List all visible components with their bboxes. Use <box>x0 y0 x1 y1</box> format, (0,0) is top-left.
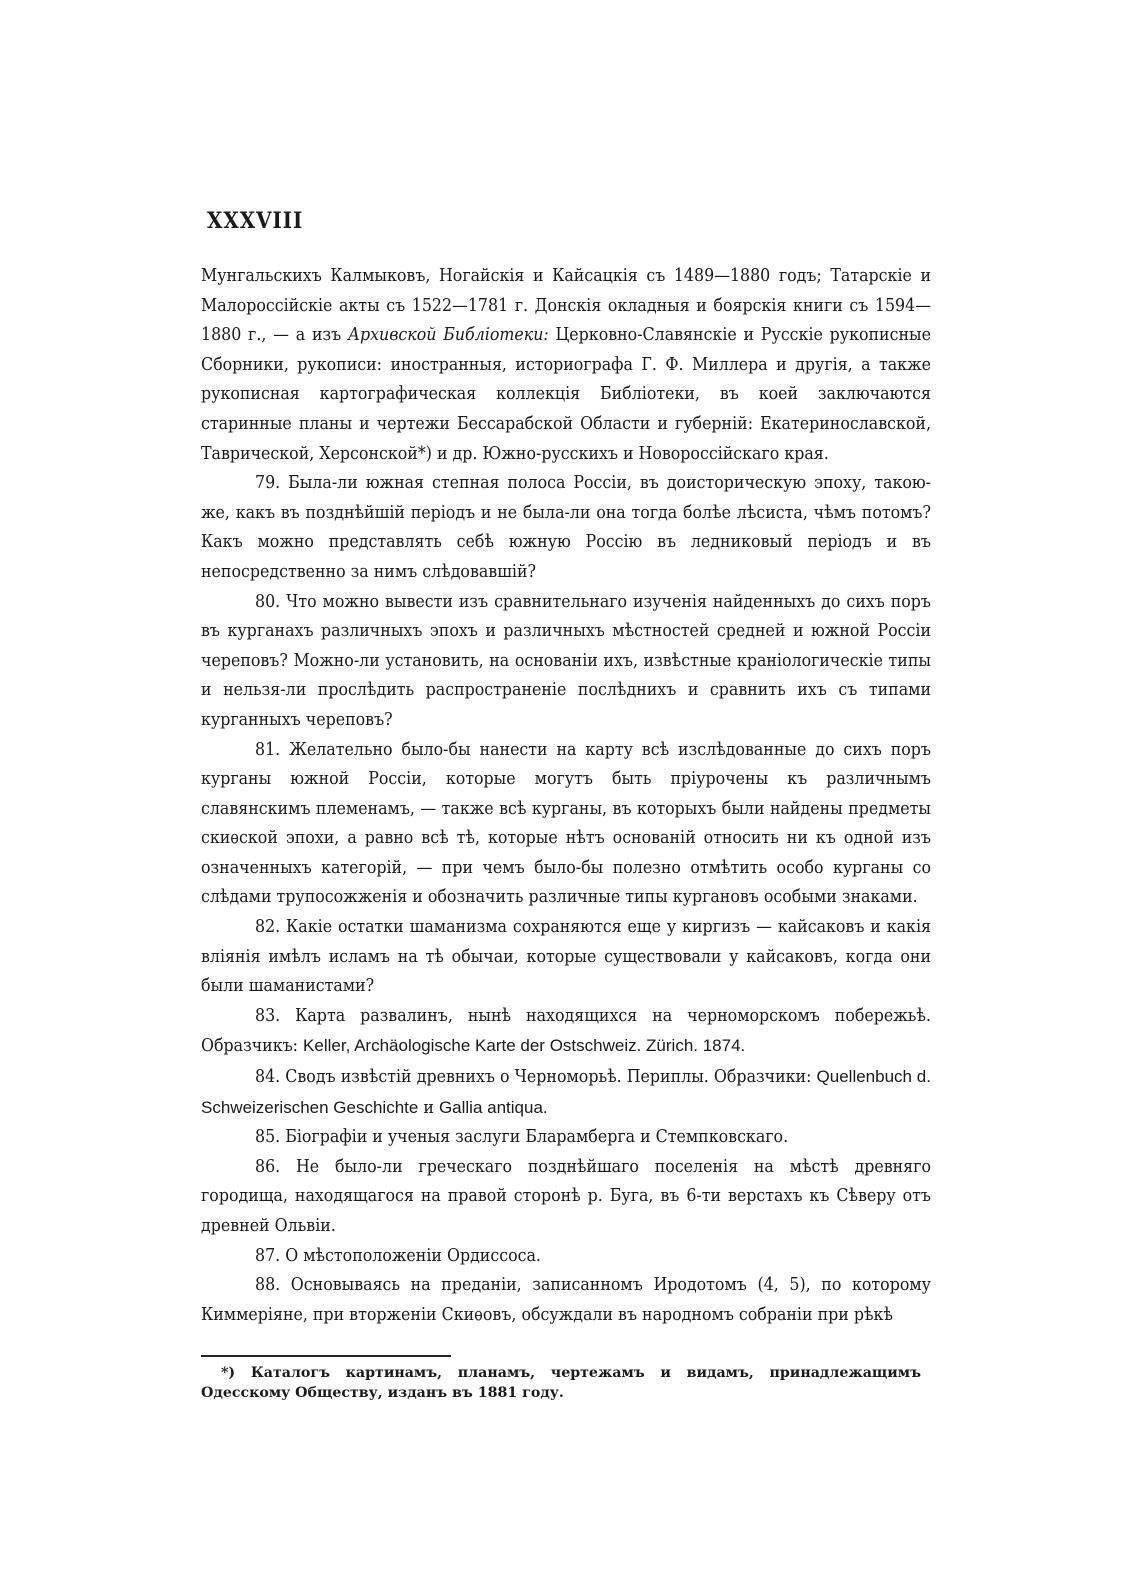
question-81: 81. Желательно было-бы нанести на карту всѣ изслѣдованные до сихъ поръ курганы южной Россіи, которые могутъ быть пріурочены къ различнымъ славянскимъ племенамъ, — также всѣ курганы, въ которыхъ были найдены предметы скиѳской эпохи, а равно всѣ тѣ, которые нѣтъ основаній относить ни къ одной изъ означенныхъ категорій, — при чемъ было-бы полезно отмѣтить особо курганы со слѣдами трупосожженія и обозначить различные типы кургановъ особыми знаками. <box>201 739 931 908</box>
question-84-text: 84. Сводъ извѣстій древнихъ о Черноморьѣ. Периплы. Образчики: <box>255 1067 817 1088</box>
question-80: 80. Что можно вывести изъ сравнительнаго изученія найденныхъ до сихъ поръ въ курганахъ различныхъ эпохъ и различныхъ мѣстностей средней и южной Россіи череповъ? Можно-ли установить, на основаніи ихъ, извѣстные краніологическіе типы и нельзя-ли прослѣдить распространеніе послѣднихъ и сравнить ихъ съ типами курганныхъ череповъ? <box>201 591 931 730</box>
intro-text-part2: Церковно-Славянскіе и Русскіе рукописные Сборники, рукописи: иностранныя, историографа Г. Ф. Миллера и другія, а также рукописная картографическая коллекція Библіотеки, въ коей заключаются старинные планы и чертежи Бессарабской Области и губерній: Екатеринославской, Таврической, Херсонской*) и др. Южно-русскихъ и Новороссійскаго края. <box>201 325 931 464</box>
intro-text-part1: Мунгальскихъ Калмыковъ, Ногайскія и Кайсацкія съ 1489—1880 годъ; Татарскіе и Малороссійскіе акты съ 1522—1781 г. Донскія окладныя и боярскія книги съ 1594—1880 г., — а изъ <box>201 266 931 346</box>
footnote-mark: *) <box>221 1365 236 1381</box>
question-79: 79. Была-ли южная степная полоса Россіи, въ доисторическую эпоху, такою-же, какъ въ позднѣйшій періодъ и не была-ли она тогда болѣе лѣсиста, чѣмъ потомъ? Какъ можно представлять себѣ южную Россію въ ледниковый періодъ и въ непосредственно за нимъ слѣдовавшій? <box>201 473 931 582</box>
question-84 <box>201 1062 931 1123</box>
question-83-text: 83. Карта развалинъ, нынѣ находящихся на черноморскомъ побережьѣ. Образчикъ: <box>201 1005 931 1057</box>
question-84-reference-1: Quellenbuch d. Schweizerischen Geschichte <box>201 1067 931 1117</box>
archive-library-italic: Архивской Библіотеки: <box>347 325 549 346</box>
intro-paragraph <box>201 262 931 469</box>
question-83 <box>201 1002 931 1062</box>
question-84-reference-2: Gallia antiqua. <box>438 1097 548 1117</box>
question-87: 87. О мѣстоположеніи Ордиссоса. <box>255 1245 541 1266</box>
body-text <box>201 262 931 1330</box>
question-84-conjunction: и <box>418 1097 439 1118</box>
question-88: 88. Основываясь на преданіи, записанномъ Иродотомъ (4, 5), по которому Киммеріяне, при вторженіи Скиѳовъ, обсуждали въ народномъ собраніи при рѣкѣ <box>201 1275 931 1325</box>
footnote-divider <box>201 1355 451 1357</box>
question-83-reference: Keller, Archäologische Karte der Ostschweiz. Zürich. 1874. <box>303 1036 746 1056</box>
question-82: 82. Какіе остатки шаманизма сохраняются еще у киргизъ — кайсаковъ и какія вліянія имѣлъ исламъ на тѣ обычаи, которые существовали у кайсаковъ, когда они были шаманистами? <box>201 917 931 997</box>
page-number: XXXVIII <box>207 208 304 234</box>
question-86: 86. Не было-ли греческаго позднѣйшаго поселенія на мѣстѣ древняго городища, находящагося на правой сторонѣ р. Буга, въ 6-ти верстахъ къ Сѣверу отъ древней Ольвіи. <box>201 1156 931 1236</box>
footnote-text: Каталогъ картинамъ, планамъ, чертежамъ и видамъ, принадлежащимъ Одесскому Обществу, изданъ въ 1881 году. <box>201 1365 921 1401</box>
question-85: 85. Біографіи и ученыя заслуги Бларамберга и Стемпковскаго. <box>255 1127 789 1148</box>
footnote <box>201 1363 921 1403</box>
